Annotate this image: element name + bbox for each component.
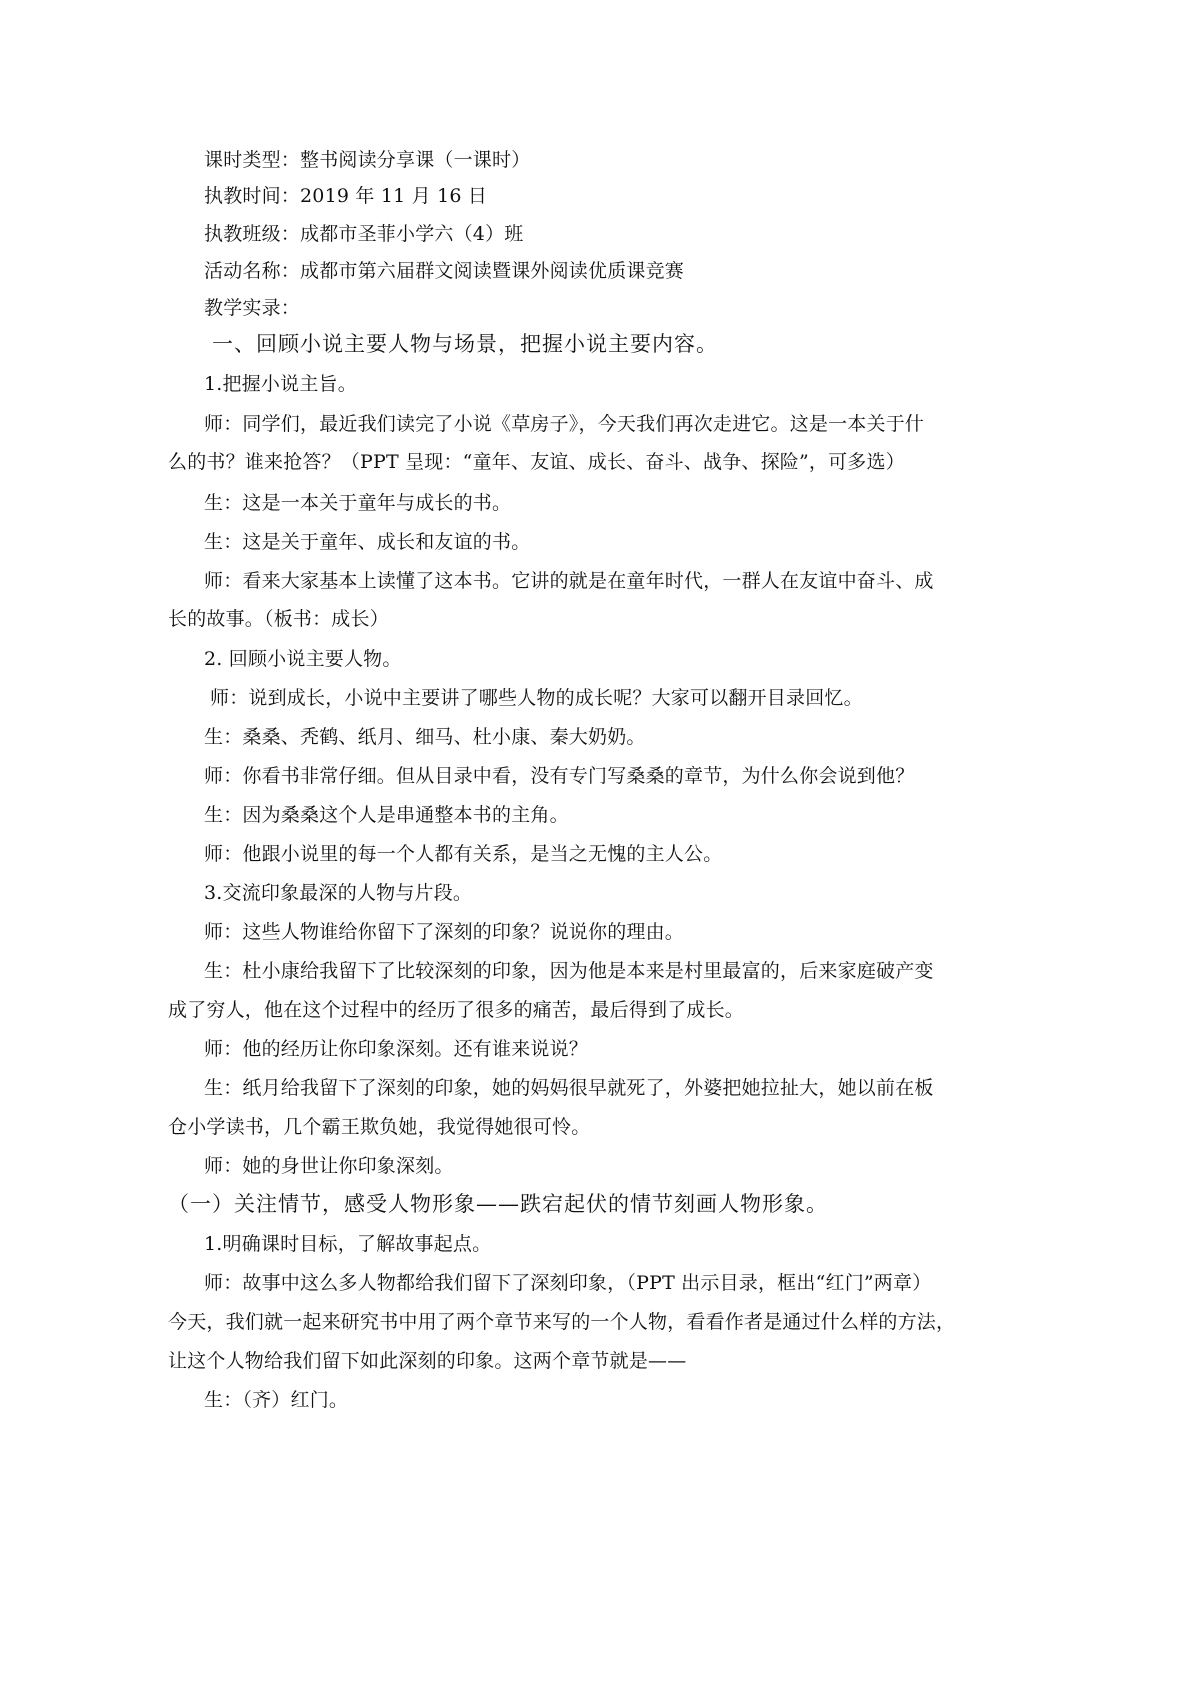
record-label: 教学实录： <box>204 297 301 319</box>
section1-subheading-2: 2. 回顾小说主要人物。 <box>204 648 402 670</box>
section1-subheading-1: 1.把握小说主旨。 <box>204 373 357 395</box>
paragraph-line: 长的故事。（板书：成长） <box>168 608 389 630</box>
paragraph-line: 生：这是一本关于童年与成长的书。 <box>204 492 512 514</box>
course-type-line: 课时类型：整书阅读分享课（一课时） <box>204 149 531 171</box>
paragraph-line: 生：（齐）红门。 <box>204 1389 349 1411</box>
teach-class-line: 执教班级：成都市圣菲小学六（4）班 <box>204 223 524 245</box>
paragraph-line: 生：桑桑、秃鹤、纸月、细马、杜小康、秦大奶奶。 <box>204 726 646 748</box>
paragraph-line: 师：这些人物谁给你留下了深刻的印象？说说你的理由。 <box>204 921 685 943</box>
paragraph-line: 生：这是关于童年、成长和友谊的书。 <box>204 531 531 553</box>
paragraph-line: 生：因为桑桑这个人是串通整本书的主角。 <box>204 804 569 826</box>
teach-time-line: 执教时间：2019 年 11 月 16 日 <box>204 185 488 207</box>
paragraph-line: 今天，我们就一起来研究书中用了两个章节来写的一个人物，看看作者是通过什么样的方法， <box>168 1311 956 1333</box>
paragraph-line: 生：纸月给我留下了深刻的印象，她的妈妈很早就死了，外婆把她拉扯大，她以前在板 <box>204 1077 934 1099</box>
paragraph-line: 师：同学们，最近我们读完了小说《草房子》，今天我们再次走进它。这是一本关于什 <box>204 413 925 435</box>
section1-heading: 一、回顾小说主要人物与场景，把握小说主要内容。 <box>212 332 718 356</box>
paragraph-line: 让这个人物给我们留下如此深刻的印象。这两个章节就是—— <box>168 1350 687 1372</box>
paragraph-line: 师：他跟小说里的每一个人都有关系，是当之无愧的主人公。 <box>204 843 723 865</box>
paragraph-line: 生：杜小康给我留下了比较深刻的印象，因为他是本来是村里最富的，后来家庭破产变 <box>204 960 934 982</box>
section2-subheading-1: 1.明确课时目标，了解故事起点。 <box>204 1233 492 1255</box>
activity-name-line: 活动名称：成都市第六届群文阅读暨课外阅读优质课竞赛 <box>204 260 685 282</box>
paragraph-line: 成了穷人，他在这个过程中的经历了很多的痛苦，最后得到了成长。 <box>168 999 745 1021</box>
paragraph-line: 师：看来大家基本上读懂了这本书。它讲的就是在童年时代，一群人在友谊中奋斗、成 <box>204 570 934 592</box>
paragraph-line: 师：他的经历让你印象深刻。还有谁来说说？ <box>204 1038 589 1060</box>
paragraph-line: 师：故事中这么多人物都给我们留下了深刻印象，（PPT 出示目录，框出“红门”两章） <box>204 1272 932 1294</box>
paragraph-line: 师：说到成长，小说中主要讲了哪些人物的成长呢？大家可以翻开目录回忆。 <box>210 687 863 709</box>
section2-heading: （一）关注情节，感受人物形象——跌宕起伏的情节刻画人物形象。 <box>168 1192 828 1216</box>
paragraph-line: 师：她的身世让你印象深刻。 <box>204 1155 454 1177</box>
paragraph-line: 仓小学读书，几个霸王欺负她，我觉得她很可怜。 <box>168 1116 591 1138</box>
section1-subheading-3: 3.交流印象最深的人物与片段。 <box>204 882 473 904</box>
paragraph-line: 师：你看书非常仔细。但从目录中看，没有专门写桑桑的章节，为什么你会说到他？ <box>204 765 915 787</box>
paragraph-line: 么的书？谁来抢答？（PPT 呈现：“童年、友谊、成长、奋斗、战争、探险”，可多选） <box>168 451 905 473</box>
